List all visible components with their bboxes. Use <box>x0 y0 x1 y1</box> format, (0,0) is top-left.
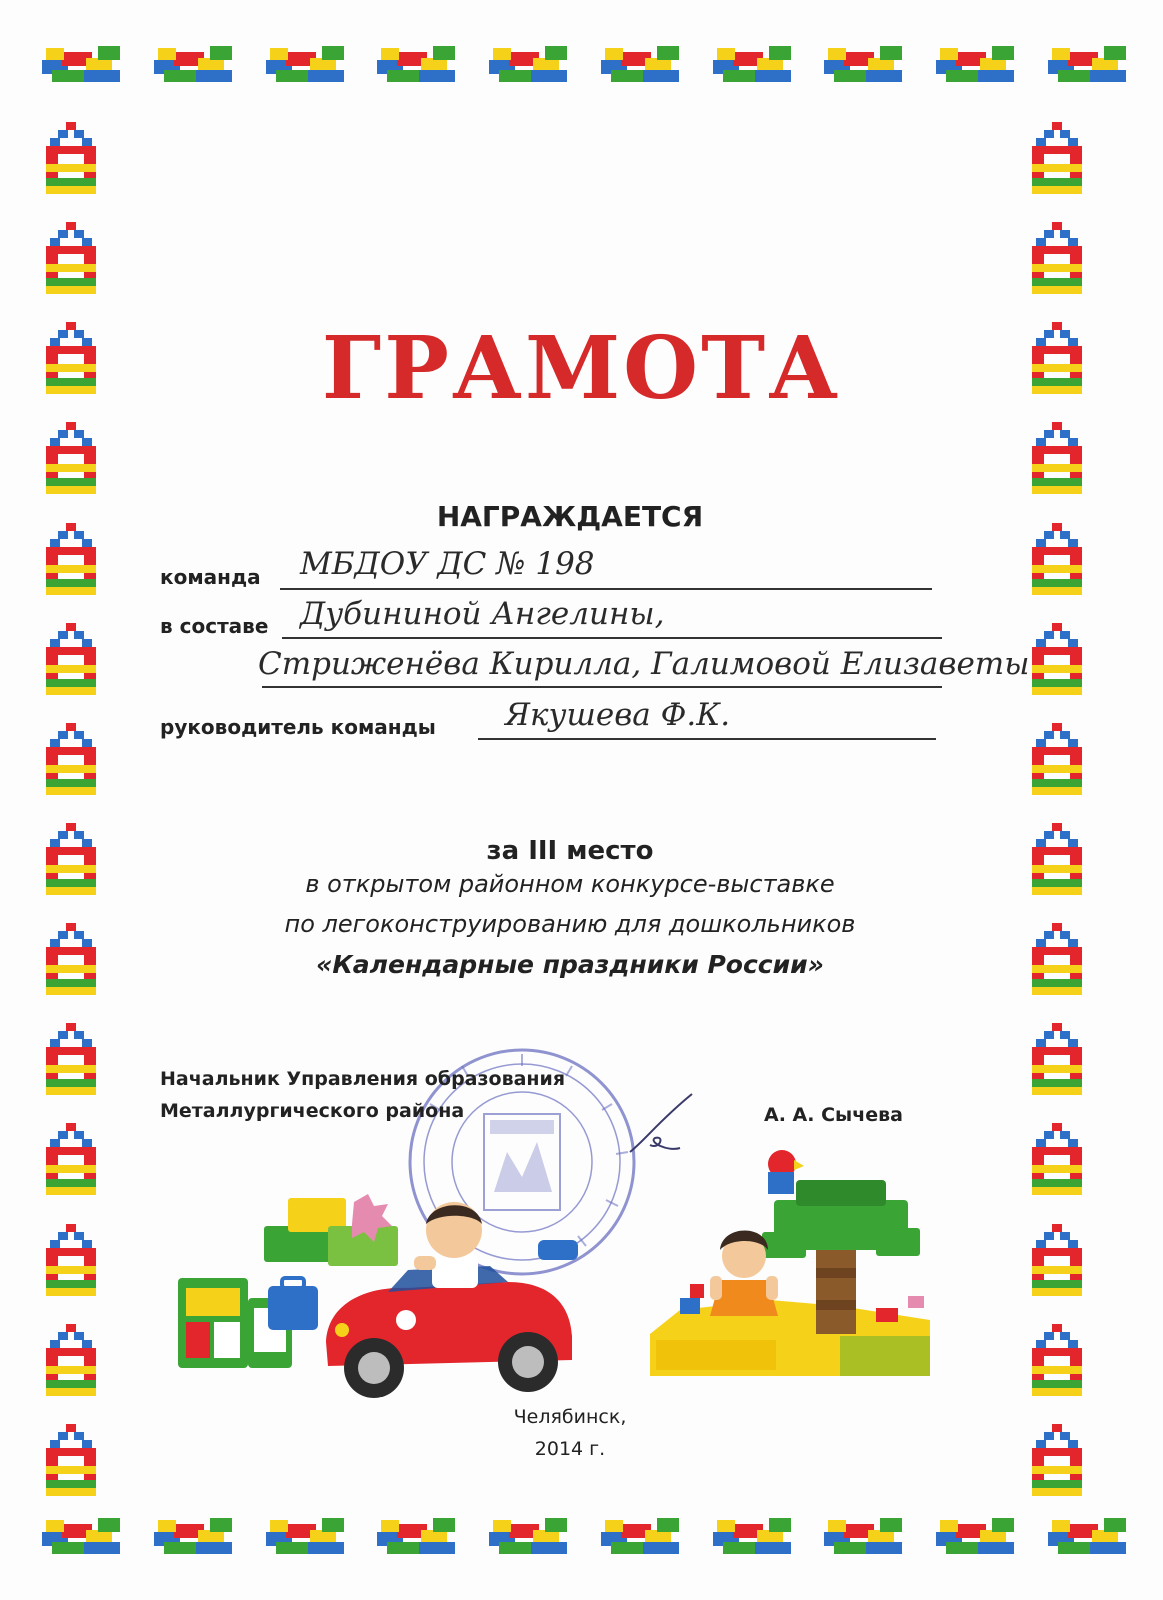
year-text: 2014 г. <box>534 1438 606 1460</box>
leader-label: руководитель команды <box>160 715 436 739</box>
lego-brick-pile-icon <box>1046 40 1130 84</box>
lego-brick-pile-icon <box>711 40 795 84</box>
lego-brick-pile-icon <box>40 40 124 84</box>
lego-brick-house-icon <box>1028 420 1086 498</box>
city-text: Челябинск, <box>513 1406 627 1428</box>
signatory-name: А. А. Сычева <box>764 1104 903 1126</box>
lego-brick-pile-icon <box>599 40 683 84</box>
members-value-2: Стриженёва Кирилла, Галимовой Елизаветы <box>258 646 1030 682</box>
members-line-1 <box>282 637 942 639</box>
certificate-title: ГРАМОТА <box>321 318 842 419</box>
lego-brick-house-icon <box>1028 721 1086 799</box>
lego-brick-house-icon <box>1028 621 1086 699</box>
lego-brick-house-icon <box>1028 1422 1086 1500</box>
lego-brick-house-icon <box>42 120 100 198</box>
awarded-heading: НАГРАЖДАЕТСЯ <box>436 500 704 533</box>
lego-brick-house-icon <box>42 1322 100 1400</box>
lego-brick-pile-icon <box>711 1512 795 1556</box>
description-line-2: по легоконструированию для дошкольников <box>284 910 856 938</box>
lego-brick-house-icon <box>42 220 100 298</box>
lego-brick-house-icon <box>1028 1222 1086 1300</box>
lego-brick-house-icon <box>42 1222 100 1300</box>
lego-car-illustration <box>178 1190 598 1410</box>
lego-brick-pile-icon <box>822 1512 906 1556</box>
border-top <box>40 40 1130 88</box>
signatory-title-2: Металлургического района <box>160 1100 465 1122</box>
lego-brick-pile-icon <box>264 40 348 84</box>
lego-brick-house-icon <box>42 420 100 498</box>
members-line-2 <box>262 686 942 688</box>
lego-brick-pile-icon <box>934 40 1018 84</box>
lego-brick-pile-icon <box>934 1512 1018 1556</box>
team-line <box>280 588 932 590</box>
lego-brick-pile-icon <box>375 40 459 84</box>
contest-name: «Календарные праздники России» <box>316 950 824 979</box>
lego-brick-pile-icon <box>264 1512 348 1556</box>
lego-brick-pile-icon <box>1046 1512 1130 1556</box>
members-label: в составе <box>160 614 269 638</box>
lego-brick-house-icon <box>42 1121 100 1199</box>
lego-brick-pile-icon <box>152 1512 236 1556</box>
lego-brick-pile-icon <box>152 40 236 84</box>
members-value-1: Дубининой Ангелины, <box>300 596 665 632</box>
lego-brick-pile-icon <box>487 1512 571 1556</box>
lego-brick-pile-icon <box>599 1512 683 1556</box>
lego-brick-pile-icon <box>487 40 571 84</box>
leader-value: Якушева Ф.К. <box>505 697 731 733</box>
description-line-1: в открытом районном конкурсе-выставке <box>305 870 835 898</box>
signatory-title-1: Начальник Управления образования <box>160 1068 566 1090</box>
lego-brick-house-icon <box>1028 1121 1086 1199</box>
lego-brick-house-icon <box>1028 1021 1086 1099</box>
lego-brick-house-icon <box>42 1021 100 1099</box>
leader-line <box>478 738 936 740</box>
team-value: МБДОУ ДС № 198 <box>300 546 595 582</box>
border-bottom <box>40 1512 1130 1560</box>
lego-brick-house-icon <box>1028 120 1086 198</box>
lego-palm-illustration <box>650 1140 950 1390</box>
lego-brick-house-icon <box>42 621 100 699</box>
lego-brick-house-icon <box>42 1422 100 1500</box>
lego-brick-pile-icon <box>822 40 906 84</box>
lego-brick-house-icon <box>1028 1322 1086 1400</box>
lego-brick-pile-icon <box>40 1512 124 1556</box>
lego-brick-house-icon <box>1028 220 1086 298</box>
lego-brick-house-icon <box>42 721 100 799</box>
lego-brick-pile-icon <box>375 1512 459 1556</box>
place-text: за III место <box>486 836 654 866</box>
team-label: команда <box>160 565 261 589</box>
